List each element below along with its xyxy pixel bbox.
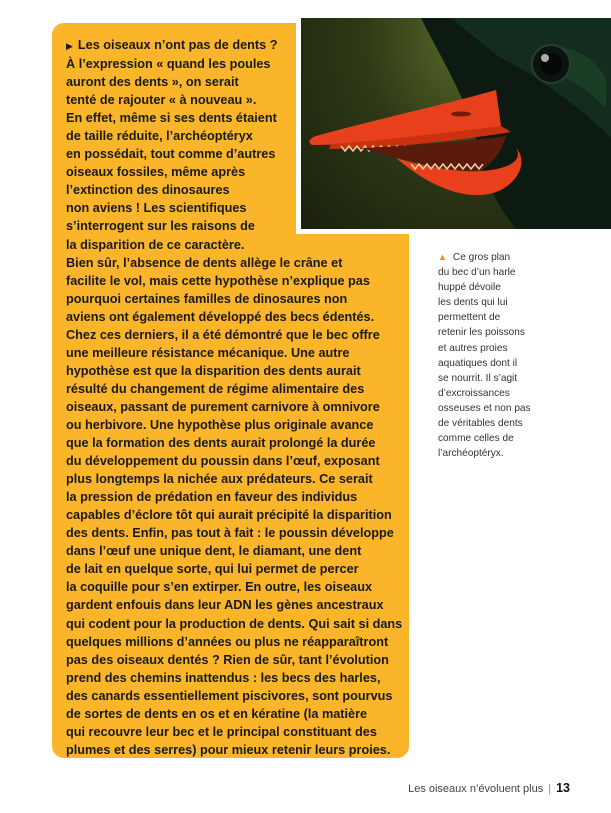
article-line: gardent enfouis dans leur ADN les gènes ancestraux <box>66 598 384 613</box>
article-line: plumes et des serres) pour mieux retenir leurs proies. <box>66 742 391 757</box>
page-footer <box>408 781 570 795</box>
article-line: tenté de rajouter « à nouveau ». <box>66 93 257 108</box>
article-line: oiseaux, passant de purement carnivore à omnivore <box>66 399 380 414</box>
caption-line-text: Ce gros plan <box>452 252 511 263</box>
caption-line: aquatiques dont il <box>438 357 518 369</box>
article-line: qui codent pour la production de dents. Qui sait si dans <box>66 616 403 631</box>
article-line: qui recouvre leur bec et le principal constituant des <box>66 724 377 739</box>
article-line: de sortes de dents en os et en kératine (la matière <box>66 706 368 721</box>
article-line: facilite le vol, mais cette hypothèse n’explique pas <box>66 273 370 288</box>
caption-line: retenir les poissons <box>438 327 525 339</box>
article-line: En effet, même si ses dents étaient <box>66 111 277 126</box>
article-line: la coquille pour s’en extirper. En outre, les oiseaux <box>66 580 373 595</box>
triangle-up-icon: ▲ <box>438 252 447 262</box>
article-line: pourquoi certaines familles de dinosaures non <box>66 291 348 306</box>
caption-line: les dents qui lui <box>438 297 508 309</box>
caption-line: de véritables dents <box>438 418 523 430</box>
caption-line: comme celles de <box>438 433 514 445</box>
caption-line: osseuses et non pas <box>438 402 531 414</box>
article-line: quelques millions d’années ou plus ne réapparaîtront <box>66 634 389 649</box>
article-line: Bien sûr, l’absence de dents allège le crâne et <box>66 255 343 270</box>
caption-line: l’archéoptéryx. <box>438 448 504 460</box>
caption-line: se nourrit. Il s’agit <box>438 372 518 384</box>
running-title: Les oiseaux n’évoluent plus <box>408 783 544 795</box>
article-line: plus longtemps la nichée aux prédateurs. Ce serait <box>66 472 373 487</box>
article-line: dans l’œuf une unique dent, le diamant, une dent <box>66 544 362 559</box>
article-line: prend des chemins inattendus : les becs des harles, <box>66 670 381 685</box>
article-line: la pression de prédation en faveur des individus <box>66 490 358 505</box>
article-line: en possédait, tout comme d’autres <box>66 147 276 162</box>
article-line: pas des oiseaux dentés ? Rien de sûr, tant l’évolution <box>66 652 389 667</box>
article-line: oiseaux fossiles, même après <box>66 165 246 180</box>
article-line: s’interrogent sur les raisons de <box>66 219 255 234</box>
footer-separator: | <box>548 783 552 795</box>
caption-line: et autres proies <box>438 342 508 354</box>
article-line: que la formation des dents aurait prolongé la durée <box>66 436 376 451</box>
article-line: une meilleure résistance mécanique. Une autre <box>66 345 350 360</box>
article-line: de taille réduite, l’archéoptéryx <box>66 129 253 144</box>
article-line: des dents. Enfin, pas tout à fait : le poussin développe <box>66 526 394 541</box>
article-line: auront des dents », on serait <box>66 75 239 90</box>
caption-line: permettent de <box>438 312 501 324</box>
play-arrow-icon: ▶ <box>66 41 73 51</box>
article-line: ou herbivore. Une hypothèse plus originale avance <box>66 417 374 432</box>
caption-line <box>438 250 578 265</box>
article-line: du développement du poussin dans l’œuf, exposant <box>66 454 380 469</box>
photo-caption <box>438 250 578 461</box>
article-line: À l’expression « quand les poules <box>66 57 271 72</box>
article-title <box>66 36 406 55</box>
article-line: capables d’éclore tôt qui aurait précipité la disparition <box>66 508 392 523</box>
article-line: la disparition de ce caractère. <box>66 237 245 252</box>
article-title-text: Les oiseaux n’ont pas de dents ? <box>77 38 278 52</box>
article-line: Chez ces derniers, il a été démontré que le bec offre <box>66 327 380 342</box>
article-line: de lait en quelque sorte, qui lui permet de percer <box>66 562 359 577</box>
article-line: aviens ont également développé des becs édentés. <box>66 309 375 324</box>
caption-line: d’excroissances <box>438 387 510 399</box>
article-line: hypothèse est que la disparition des dents aurait <box>66 363 361 378</box>
article-line: des canards essentiellement piscivores, sont pourvus <box>66 688 393 703</box>
article-line: l’extinction des dinosaures <box>66 183 230 198</box>
article-line: non aviens ! Les scientifiques <box>66 201 247 216</box>
article-line: résulté du changement de régime alimentaire des <box>66 381 365 396</box>
article-text <box>66 36 406 759</box>
caption-line: huppé dévoile <box>438 282 501 294</box>
page-number: 13 <box>556 781 570 795</box>
caption-line: du bec d’un harle <box>438 267 516 279</box>
